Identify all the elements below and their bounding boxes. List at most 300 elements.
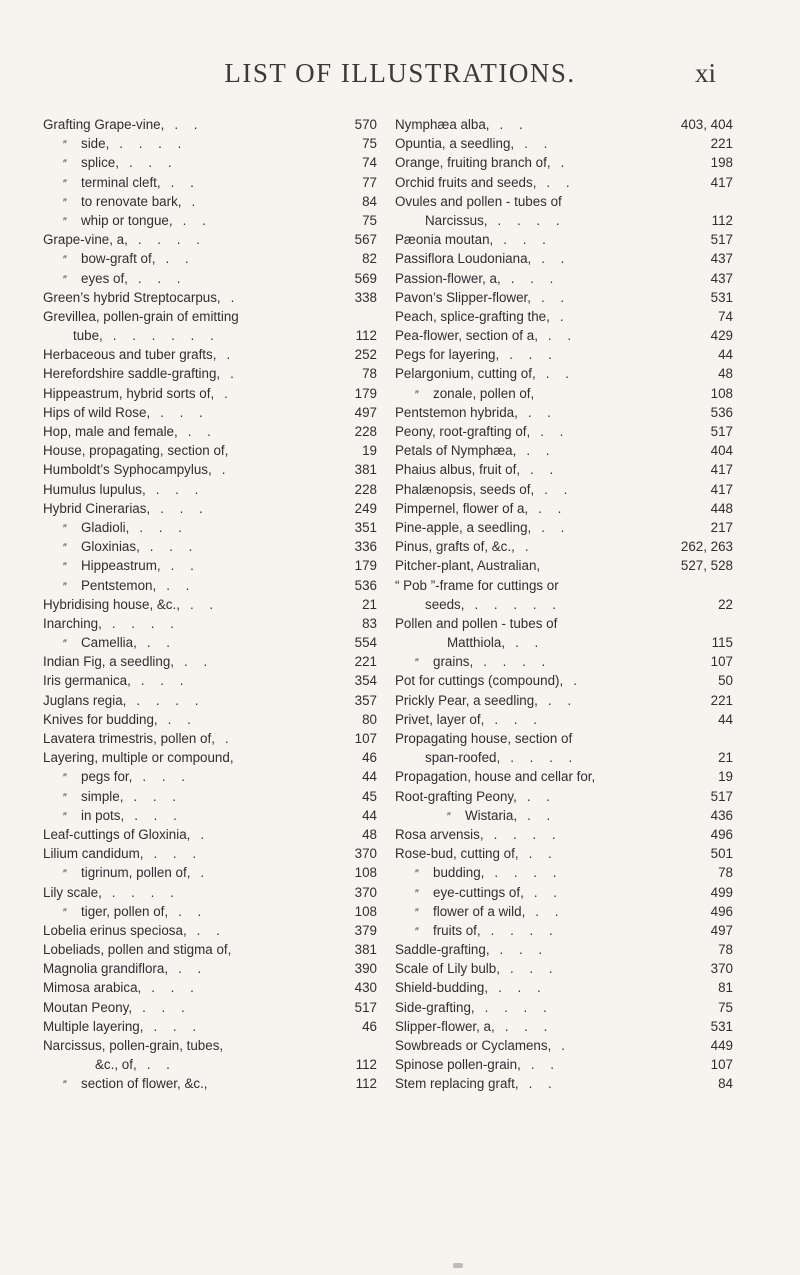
entry-label: Passion-flower, a, (395, 270, 501, 286)
entry-label: Pentstemon hybrida, (395, 404, 518, 420)
entry-label: Pine-apple, a seedling, (395, 519, 532, 535)
index-entry (43, 787, 377, 806)
ditto-mark: ″ (415, 887, 419, 900)
entry-label: section of flower, &c., (81, 1076, 208, 1092)
ditto-mark: ″ (63, 522, 67, 535)
leader-dots: . (226, 347, 237, 363)
entry-text (395, 480, 573, 499)
index-entry (43, 269, 377, 288)
index-entry (43, 192, 377, 211)
leader-dots: . . (540, 424, 570, 439)
index-entry (395, 441, 733, 460)
leader-dots: . . . . (137, 232, 206, 248)
index-entry (43, 556, 377, 575)
index-entry (43, 633, 377, 652)
leader-dots: . . . (139, 519, 188, 535)
entry-label: Hybrid Cinerarias, (43, 500, 151, 516)
page-ref: 21 (718, 750, 733, 766)
entry-label: Hippeastrum, (81, 558, 161, 574)
entry-text (63, 537, 198, 558)
index-entry (43, 345, 377, 364)
entry-label: bow-graft of, (81, 251, 156, 267)
index-entry (43, 844, 377, 863)
index-entry (395, 652, 733, 671)
ditto-mark: ″ (63, 791, 67, 804)
entry-text (395, 422, 569, 441)
entry-label: tube, (73, 328, 103, 344)
entry-text (43, 959, 207, 978)
entry-text (43, 978, 200, 997)
entry-text (395, 671, 583, 690)
index-entry (43, 767, 377, 786)
page-ref: 228 (354, 424, 377, 439)
leader-dots: . . (527, 404, 557, 420)
leader-dots: . . . (153, 1018, 203, 1034)
entry-label: Layering, multiple or compound, (43, 750, 234, 766)
index-entry (395, 364, 733, 383)
index-entry (395, 211, 733, 230)
entry-text (43, 307, 239, 326)
page-ref: 448 (710, 500, 733, 516)
entry-text (395, 173, 576, 192)
entry-text (43, 883, 180, 902)
leader-dots: . . (527, 807, 557, 823)
entry-label: Lilium candidum, (43, 846, 144, 862)
index-entry (395, 173, 733, 192)
entry-label: Pavon’s Slipper-flower, (395, 289, 531, 305)
page-ref: 221 (710, 136, 733, 152)
entry-text (415, 902, 564, 923)
entry-label: Pimpernel, flower of a, (395, 500, 529, 516)
entry-label: Iris germanica, (43, 673, 131, 689)
page-ref: 517 (710, 788, 733, 804)
page-ref: 48 (718, 366, 733, 382)
entry-label: Scale of Lily bulb, (395, 961, 500, 977)
index-entry (43, 518, 377, 537)
leader-dots: . . (541, 519, 571, 535)
index-entry (395, 902, 733, 921)
index-entry (43, 1074, 377, 1093)
entry-label: Narcissus, (425, 212, 488, 228)
page-ref: 252 (354, 347, 377, 363)
page-ref: 554 (354, 635, 377, 651)
entry-text (63, 1074, 208, 1095)
entry-text (43, 480, 204, 499)
entry-label: Ovules and pollen - tubes of (395, 193, 562, 209)
leader-dots: . . . (503, 232, 552, 248)
leader-dots: . . (528, 846, 558, 862)
entry-text (395, 978, 547, 997)
index-entry (43, 978, 377, 997)
entry-text (43, 499, 209, 518)
page-ref: 379 (354, 922, 377, 938)
page-ref: 497 (354, 404, 377, 420)
page-ref: 517 (354, 999, 377, 1015)
entry-text (43, 364, 240, 383)
entry-label: Root-grafting Peony, (395, 788, 517, 804)
entry-text (395, 1074, 558, 1093)
index-entry (43, 499, 377, 518)
entry-label: Shield-budding, (395, 980, 489, 996)
entry-text (63, 173, 200, 194)
entry-text (63, 518, 188, 539)
index-entry (395, 844, 733, 863)
page-ref: 74 (362, 155, 377, 171)
ditto-mark: ″ (63, 580, 67, 593)
index-entry (395, 499, 733, 518)
leader-dots: . . (178, 903, 208, 919)
entry-text (395, 1017, 553, 1036)
leader-dots: . . (533, 884, 563, 900)
index-entry (43, 153, 377, 172)
page-ref: 228 (354, 481, 377, 497)
leader-dots: . . (530, 1057, 560, 1073)
leader-dots: . . (189, 596, 220, 612)
entry-text (63, 211, 212, 232)
index-entry (395, 518, 733, 537)
entry-label: in pots, (81, 807, 125, 823)
entry-label: Knives for budding, (43, 711, 158, 727)
page-ref: 107 (710, 654, 733, 670)
page-title: LIST OF ILLUSTRATIONS. (224, 58, 576, 88)
page-ref: 497 (710, 922, 733, 938)
page-ref: 112 (355, 328, 377, 344)
index-entry (43, 288, 377, 307)
entry-text (395, 940, 548, 959)
index-entry (43, 307, 377, 326)
entry-label: Pollen and pollen - tubes of (395, 615, 558, 631)
entry-label: Spinose pollen-grain, (395, 1057, 521, 1073)
page-ref: 417 (710, 462, 733, 478)
entry-label: Orange, fruiting branch of, (395, 155, 551, 171)
entry-text (43, 844, 202, 863)
entry-text (395, 441, 556, 460)
entry-label: Passiflora Loudoniana, (395, 251, 532, 267)
leader-dots: . . . (149, 539, 199, 555)
ditto-mark: ″ (63, 196, 67, 209)
index-entry (43, 729, 377, 748)
leader-dots: . . . . (510, 750, 579, 766)
page-ref: 221 (710, 692, 733, 708)
index-entry (395, 288, 733, 307)
page-ref: 78 (718, 942, 733, 958)
entry-label: Lobeliads, pollen and stigma of, (43, 942, 232, 958)
leader-dots: . . (547, 328, 578, 344)
entry-text (447, 806, 556, 827)
leader-dots: . . . (499, 942, 549, 958)
ditto-mark: ″ (63, 638, 67, 651)
index-entry (395, 134, 733, 153)
index-entry (395, 806, 733, 825)
entry-label: Opuntia, a seedling, (395, 136, 515, 152)
index-entry (43, 883, 377, 902)
entry-text (43, 422, 217, 441)
page-ref: 44 (362, 807, 377, 823)
entry-text (63, 787, 182, 808)
page-ref: 499 (710, 884, 733, 900)
leader-dots: . . (178, 961, 208, 977)
entry-text (425, 211, 566, 230)
ditto-mark: ″ (63, 273, 67, 286)
ditto-mark: ″ (415, 925, 419, 938)
page-ref: 417 (710, 174, 733, 190)
index-entry (43, 671, 377, 690)
index-entry (43, 825, 377, 844)
entry-label: Slipper-flower, a, (395, 1018, 495, 1034)
leader-dots: . . . (133, 788, 183, 804)
entry-text (425, 748, 578, 767)
leader-dots: . . (541, 251, 571, 267)
page-ref: 107 (354, 731, 377, 746)
entry-label: Pæonia moutan, (395, 232, 494, 248)
entry-label: Lily scale, (43, 884, 102, 900)
index-entry (395, 767, 733, 786)
leader-dots: . . . (498, 980, 547, 996)
entry-label: “ Pob ”-frame for cuttings or (395, 577, 559, 593)
page-ref: 429 (710, 328, 733, 344)
entry-label: Pot for cuttings (compound), (395, 673, 564, 689)
leader-dots: . . (535, 903, 565, 919)
leader-dots: . . (196, 922, 226, 938)
index-entry (43, 595, 377, 614)
entry-text (43, 729, 235, 748)
index-entry (43, 940, 377, 959)
leader-dots: . . . (142, 769, 191, 785)
index-entry (395, 1017, 733, 1036)
entry-text (447, 633, 544, 652)
entry-text (43, 998, 191, 1017)
entry-label: side, (81, 136, 110, 152)
leader-dots: . . (146, 635, 176, 651)
index-entry (395, 115, 733, 134)
entry-text (43, 1036, 223, 1055)
index-entry (43, 998, 377, 1017)
page-ref: 390 (354, 961, 377, 977)
index-entry (43, 326, 377, 345)
entry-text (395, 326, 577, 345)
leader-dots: . . . . (494, 865, 563, 881)
index-entry (395, 998, 733, 1017)
page-ref: 78 (362, 366, 377, 382)
leader-dots: . . (184, 654, 214, 670)
entry-label: budding, (433, 865, 485, 881)
page-ref: 77 (362, 174, 377, 190)
entry-text (395, 710, 543, 729)
entry-text (43, 595, 219, 614)
entry-label: Pentstemon, (81, 577, 157, 593)
ditto-mark: ″ (415, 388, 419, 401)
page-ref: 46 (362, 1018, 377, 1034)
index-entry (395, 825, 733, 844)
entry-text (43, 288, 240, 307)
entry-label: Propagation, house and cellar for, (395, 769, 596, 785)
entry-label: Hips of wild Rose, (43, 404, 151, 420)
index-entry (395, 614, 733, 633)
index-entry (395, 921, 733, 940)
entry-label: Side-grafting, (395, 999, 475, 1015)
page-ref: 46 (362, 750, 377, 766)
page-ref: 567 (354, 232, 377, 248)
leader-dots: . . (544, 481, 574, 497)
entry-label: Camellia, (81, 635, 137, 651)
entry-text (395, 998, 553, 1017)
entry-text (43, 921, 226, 940)
page-ref: 84 (362, 193, 377, 209)
index-entry (43, 403, 377, 422)
index-entry (43, 115, 377, 134)
page-ref: 381 (354, 942, 377, 958)
entry-text (63, 153, 178, 174)
leader-dots: . . (182, 212, 212, 228)
page-ref: 108 (710, 385, 733, 401)
page-ref: 115 (711, 635, 733, 651)
index-column-left (43, 115, 377, 1094)
page-ref: 50 (718, 673, 733, 689)
entry-label: Hybridising house, &c., (43, 596, 180, 612)
page-ref: 496 (710, 826, 733, 842)
index-entry (395, 192, 733, 211)
page-ref: 48 (362, 826, 377, 842)
index-entry (395, 480, 733, 499)
page-ref: 75 (362, 212, 377, 228)
page-ref: 436 (710, 807, 733, 823)
page-ref: 370 (354, 884, 377, 900)
index-entry (43, 460, 377, 479)
leader-dots: . . . (155, 481, 205, 497)
entry-label: Hippeastrum, hybrid sorts of, (43, 385, 215, 401)
entry-label: Rose-bud, cutting of, (395, 846, 519, 862)
entry-label: &c., of, (95, 1057, 137, 1073)
leader-dots: . . (545, 366, 575, 382)
page-ref: 83 (362, 615, 377, 631)
page-header (0, 58, 800, 98)
leader-dots: . . . (137, 270, 187, 286)
entry-label: Saddle-grafting, (395, 942, 490, 958)
ditto-mark: ″ (63, 868, 67, 881)
entry-text (63, 576, 195, 597)
entry-label: Herefordshire saddle-grafting, (43, 366, 221, 382)
entry-label: Pinus, grafts of, &c., (395, 539, 515, 555)
leader-dots: . (200, 826, 211, 842)
leader-dots: . . . (153, 846, 203, 862)
page-ref: 354 (354, 673, 377, 689)
ditto-mark: ″ (63, 772, 67, 785)
index-entry (395, 153, 733, 172)
entry-text (395, 230, 552, 249)
entry-label: pegs for, (81, 769, 133, 785)
entry-label: span-roofed, (425, 750, 501, 766)
entry-label: Peach, splice-grafting the, (395, 308, 550, 324)
index-entry (395, 1074, 733, 1093)
entry-text (395, 518, 570, 537)
page-ref: 78 (718, 865, 733, 881)
entry-text (395, 1055, 560, 1074)
leader-dots: . . . (151, 980, 200, 996)
index-entry (395, 787, 733, 806)
index-entry (43, 384, 377, 403)
entry-label: tigrinum, pollen of, (81, 865, 191, 881)
index-entry (395, 269, 733, 288)
entry-label: eye-cuttings of, (433, 884, 524, 900)
leader-dots: . (524, 539, 535, 555)
index-entry (43, 806, 377, 825)
index-entry (395, 460, 733, 479)
leader-dots: . (224, 385, 234, 401)
leader-dots: . . . . (497, 212, 566, 228)
page-ref: 112 (711, 212, 733, 228)
leader-dots: . . (170, 558, 200, 574)
page-ref: 44 (718, 347, 733, 363)
index-entry (43, 537, 377, 556)
entry-text (395, 115, 529, 134)
entry-text (43, 115, 204, 134)
entry-label: House, propagating, section of, (43, 443, 229, 459)
index-entry (395, 307, 733, 326)
index-entry (395, 1055, 733, 1074)
page-ref: 81 (718, 980, 733, 996)
index-entry (43, 173, 377, 192)
index-entry (395, 249, 733, 268)
entry-label: Green’s hybrid Streptocarpus, (43, 289, 221, 305)
leader-dots: . (559, 308, 570, 324)
leader-dots: . . (540, 289, 571, 305)
entry-label: simple, (81, 788, 124, 804)
leader-dots: . . (166, 577, 196, 593)
page-ref: 517 (710, 424, 733, 439)
entry-label: Wistaria, (465, 807, 518, 823)
entry-text (395, 364, 575, 383)
entry-label: Leaf-cuttings of Gloxinia, (43, 826, 191, 842)
leader-dots: . . . (504, 1018, 554, 1034)
leader-dots: . . . (128, 155, 178, 171)
index-entry (43, 230, 377, 249)
page-ref: 21 (362, 596, 377, 612)
entry-label: Grape-vine, a, (43, 232, 128, 248)
page-ref: 437 (710, 251, 733, 267)
page-ref: 381 (354, 462, 377, 478)
index-entry (395, 633, 733, 652)
entry-text (63, 249, 195, 270)
page-ref: 417 (710, 481, 733, 497)
leader-dots: . . . (494, 711, 543, 727)
entry-text (95, 1055, 176, 1074)
entry-text (395, 614, 557, 633)
entry-text (395, 767, 595, 786)
entry-text (425, 595, 562, 614)
index-entry (43, 902, 377, 921)
leader-dots: . . . . (136, 692, 205, 708)
page-ref: 19 (362, 443, 377, 459)
page-ref: 44 (718, 711, 733, 727)
page-ref: 179 (354, 385, 377, 401)
entry-label: fruits of, (433, 922, 481, 938)
index-entry (395, 537, 733, 556)
leader-dots: . . . (510, 270, 560, 286)
page-ref: 357 (354, 692, 377, 708)
entry-text (63, 633, 176, 654)
entry-label: splice, (81, 155, 119, 171)
page-ref: 75 (362, 136, 377, 152)
index-entry (43, 863, 377, 882)
leader-dots: . (200, 865, 211, 881)
leader-dots: . . . . (111, 615, 180, 631)
entry-label: Pea-flower, section of a, (395, 328, 538, 344)
entry-text (43, 403, 209, 422)
entry-label: Rosa arvensis, (395, 826, 484, 842)
entry-label: Indian Fig, a seedling, (43, 654, 175, 670)
entry-label: eyes of, (81, 270, 128, 286)
index-entry (395, 748, 733, 767)
